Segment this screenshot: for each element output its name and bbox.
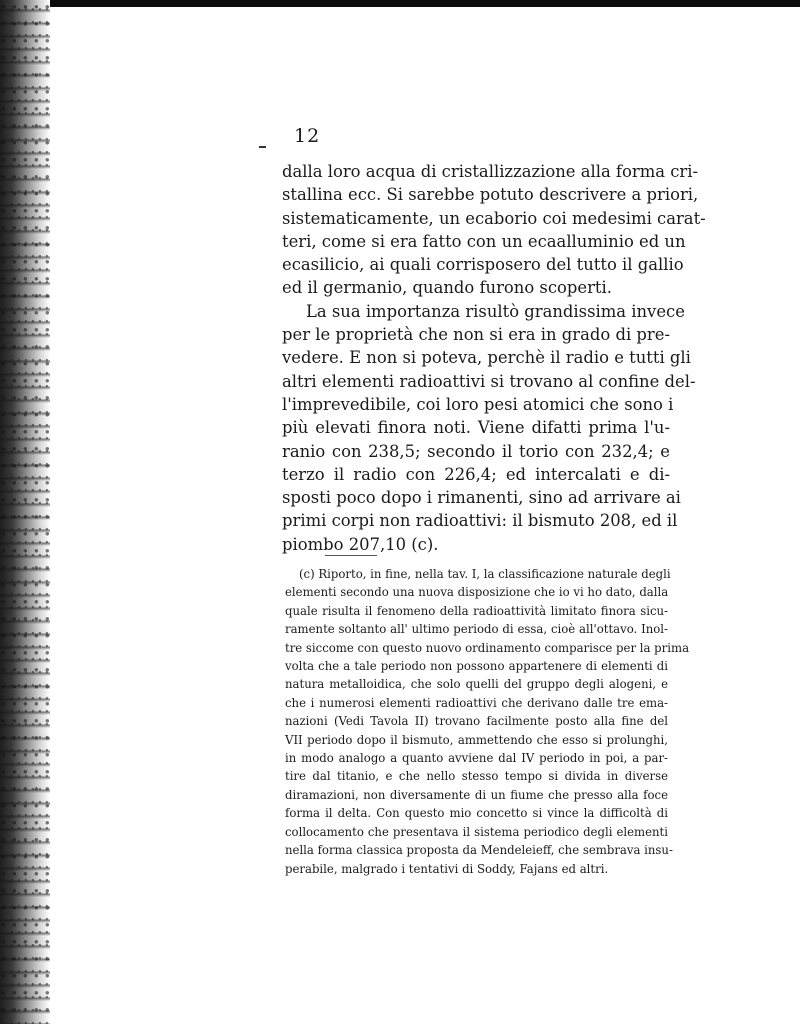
body-line: terzo il radio con 226,4; ed intercalati e di- [282,464,670,484]
body-line: per le proprietà che non si era in grado di pre- [282,325,670,345]
footnote-line: nazioni (Vedi Tavola II) trovano facilmente posto alla fine del [285,714,668,729]
body-line: vedere. E non si poteva, perchè il radio e tutti gli [282,348,691,368]
body-line: teri, come si era fatto con un ecaalluminio ed un [282,231,686,251]
footnote-line: ramente soltanto all' ultimo periodo di essa, cioè all'ottavo. Inol- [285,622,668,637]
footnote-line: (c) Riporto, in fine, nella tav. I, la classificazione naturale degli [299,567,671,581]
body-line: La sua importanza risultò grandissima invece [306,301,685,321]
footnote-line: elementi secondo una nuova disposizione che io vi ho dato, dalla [285,585,669,600]
footnote-line: diramazioni, non diversamente di un fiume che presso alla foce [285,787,668,802]
footnote-line: collocamento che presentava il sistema periodico degli elementi [285,824,668,839]
footnote-line: volta che a tale periodo non possono appartenere di elementi di [285,659,668,674]
footnote-line: tire dal titanio, e che nello stesso tempo si divida in diverse [285,769,668,784]
body-line: dalla loro acqua di cristallizzazione alla forma cri- [282,162,699,181]
body-line: più elevati finora noti. Viene difatti prima l'u- [282,418,670,438]
footnote-line: tre siccome con questo nuovo ordinamento comparisce per la prima [285,640,690,655]
footnote-line: forma il delta. Con questo mio concetto si vince la difficoltà di [285,806,668,821]
body-line: sistematicamente, un ecaborio coi medesimi carat- [282,208,706,228]
footnote-separator [325,555,377,556]
footnote [285,565,690,878]
footnote-line: natura metalloidica, che solo quelli del gruppo degli alogeni, e [285,677,668,692]
body-line: stallina ecc. Si sarebbe potuto descrivere a priori, [282,185,699,205]
body-line: ecasilicio, ai quali corrisposero del tutto il gallio [282,255,684,275]
footnote-line: quale risulta il fenomeno della radioattività limitato finora sicu- [285,603,668,618]
body-line: piombo 207,10 (c). [282,534,439,554]
footnote-line: VII periodo dopo il bismuto, ammettendo che esso si prolunghi, [285,732,668,747]
body-line: ed il germanio, quando furono scoperti. [282,278,612,298]
body-line: l'imprevedibile, coi loro pesi atomici che sono i [282,394,674,414]
body-line: altri elementi radioattivi si trovano al confine del- [282,371,696,391]
body-line: sposti poco dopo i rimanenti, sino ad arrivare ai [282,488,681,508]
body-line: primi corpi non radioattivi: il bismuto 208, ed il [282,511,678,531]
body-line: ranio con 238,5; secondo il torio con 232,4; e [282,441,670,461]
footnote-line: che i numerosi elementi radioattivi che derivano dalle tre ema- [285,695,668,710]
body-text [282,160,706,556]
scan-left-edge-noise [0,0,50,1024]
footnote-line: nella forma classica proposta da Mendeleieff, che sembrava insu- [285,843,673,858]
page-number: 12 [294,125,321,147]
footnote-line: in modo analogo a quanto avviene dal IV periodo in poi, a par- [285,751,668,766]
margin-mark [259,146,266,148]
footnote-line: perabile, malgrado i tentativi di Soddy, Fajans ed altri. [285,861,609,876]
scan-top-border [0,0,800,7]
